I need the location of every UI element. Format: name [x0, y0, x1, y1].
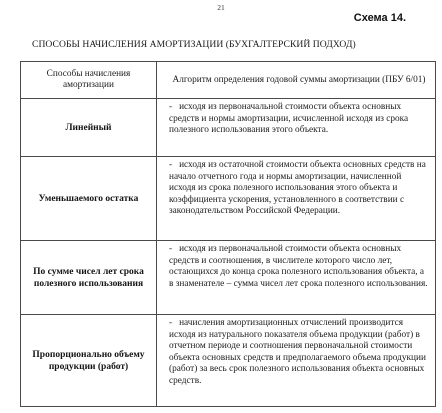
- method-declining-balance: Уменьшаемого остатка: [38, 193, 139, 204]
- method-linear: Линейный: [65, 122, 112, 133]
- algorithm-declining-balance: - исходя из остаточной стоимости объекта основных средств на начало отчетного года и нормы амортизации, начисленной исходя из срока полезного использования этого объекта и коэффициента ускорения, установленного в соответствии с законодательством Российской Федерации.: [169, 160, 426, 216]
- method-units-of-production: Пропорционально объему продукции (работ): [32, 349, 145, 372]
- table-row: [21, 157, 435, 241]
- algorithm-cell: [157, 157, 435, 240]
- algorithm-units-of-production: - начисления амортизационных отчислений производится исходя из натурального показателя объема продукции (работ) в отчетном периоде и соотношения первоначальной стоимости объекта основных средств и предполагаемого объема продукции (работ) за весь срок полезного использования объекта основных средств.: [169, 318, 426, 386]
- header-algorithm: Алгоритм определения годовой суммы амортизации (ПБУ 6/01): [172, 75, 426, 85]
- method-cell: [21, 315, 157, 406]
- document-title: СПОСОБЫ НАЧИСЛЕНИЯ АМОРТИЗАЦИИ (БУХГАЛТЕРСКИЙ ПОДХОД): [32, 39, 356, 50]
- depreciation-methods-table: [20, 61, 436, 407]
- header-methods: Способы начисления амортизации: [21, 62, 157, 98]
- algorithm-cell: [157, 99, 435, 156]
- table-row: [21, 241, 435, 315]
- table-header-row: [21, 62, 435, 99]
- method-cell: [21, 157, 157, 240]
- method-cell: [21, 241, 157, 314]
- method-cell: [21, 99, 157, 156]
- table-row: [21, 315, 435, 407]
- algorithm-cell: [157, 315, 435, 406]
- method-sum-of-years: По сумме чисел лет срока полезного использования: [33, 266, 144, 289]
- algorithm-cell: [157, 241, 435, 314]
- table-row: [21, 99, 435, 157]
- algorithm-sum-of-years: - исходя из первоначальной стоимости объекта основных средств и соотношения, в числителе которого число лет, остающихся до конца срока полезного использования объекта, а в знаменателе – сумма чисел лет срока полезного использования.: [169, 244, 428, 289]
- scheme-label: Схема 14.: [353, 12, 406, 24]
- algorithm-linear: - исходя из первоначальной стоимости объекта основных средств и нормы амортизации, исчисленной исходя из срока полезного использования этого объекта.: [169, 102, 408, 135]
- page-number: 21: [217, 3, 225, 12]
